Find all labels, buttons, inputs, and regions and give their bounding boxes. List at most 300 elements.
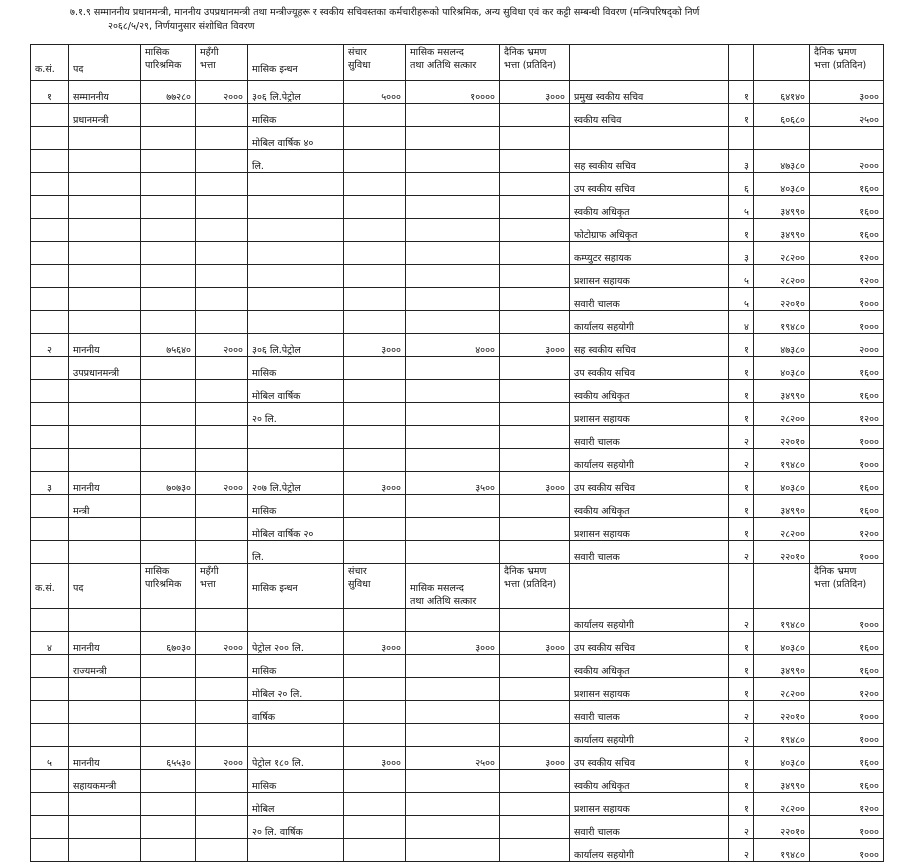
cell-salary [141,357,196,380]
cell-entertain [406,127,500,150]
cell-entertain [406,839,500,862]
cell-count: १ [729,655,754,678]
cell-da [196,173,248,196]
cell-post [69,173,141,196]
cell-fuel: लि. [248,150,344,173]
col-staff-daily: दैनिक भ्रमण भत्ता (प्रतिदिन) [810,45,884,81]
cell-post [69,449,141,472]
cell-sn [31,403,69,426]
cell-staff-daily: २००० [810,334,884,357]
cell-sn [31,311,69,334]
cell-fuel: मासिक [248,104,344,127]
table-row [31,426,884,449]
cell-comm [344,655,406,678]
table-row [31,449,884,472]
cell-sn [31,150,69,173]
cell-daily [500,311,570,334]
cell-daily [500,127,570,150]
cell-staff: प्रशासन सहायक [570,518,729,541]
cell-da [196,104,248,127]
cell-sn [31,816,69,839]
cell-daily [500,426,570,449]
cell-comm: ३००० [344,472,406,495]
cell-daily [500,793,570,816]
cell-fuel [248,173,344,196]
cell-fuel: मोबिल २० लि. [248,678,344,701]
cell-count: २ [729,839,754,862]
cell-salary [141,380,196,403]
cell-da [196,541,248,564]
col-staff [570,564,729,609]
cell-fuel [248,288,344,311]
cell-count: २ [729,816,754,839]
cell-salary [141,609,196,632]
table-header-row [31,564,884,609]
table-row [31,655,884,678]
table-row [31,632,884,655]
col-daily: दैनिक भ्रमण भत्ता (प्रतिदिन) [500,45,570,81]
cell-da [196,449,248,472]
cell-comm [344,426,406,449]
cell-daily [500,724,570,747]
cell-post: माननीय [69,747,141,770]
cell-post: राज्यमन्त्री [69,655,141,678]
cell-da [196,655,248,678]
cell-sn: २ [31,334,69,357]
cell-daily [500,150,570,173]
cell-post: माननीय [69,472,141,495]
cell-staff-salary: ४७३८० [754,334,810,357]
cell-salary [141,219,196,242]
col-salary: मासिक पारिश्रमिक [141,45,196,81]
cell-sn [31,288,69,311]
cell-entertain [406,426,500,449]
cell-entertain [406,150,500,173]
cell-staff-daily: १६०० [810,380,884,403]
cell-comm [344,449,406,472]
cell-sn [31,839,69,862]
cell-staff: स्वकीय अधिकृत [570,655,729,678]
cell-fuel [248,196,344,219]
cell-staff-daily: १२०० [810,265,884,288]
table-row [31,288,884,311]
cell-staff-salary: ४०३८० [754,747,810,770]
cell-staff: सह स्वकीय सचिव [570,150,729,173]
cell-post [69,541,141,564]
cell-staff-salary: १९४८० [754,449,810,472]
cell-fuel: मासिक [248,357,344,380]
cell-staff-daily: २००० [810,150,884,173]
cell-staff-salary: २२०१० [754,288,810,311]
cell-salary [141,403,196,426]
cell-staff: कार्यालय सहयोगी [570,839,729,862]
cell-post [69,288,141,311]
cell-staff-salary: ४०३८० [754,357,810,380]
cell-fuel: मोबिल [248,793,344,816]
cell-sn: १ [31,81,69,104]
title-line-2: २०६८/५/२९, निर्णयानुसार संशोधित विवरण [108,21,255,32]
cell-staff-salary: ३४९९० [754,770,810,793]
cell-entertain [406,793,500,816]
cell-staff-salary: ३४९९० [754,380,810,403]
cell-staff-daily: १००० [810,701,884,724]
table-row [31,770,884,793]
cell-count: ३ [729,150,754,173]
cell-daily [500,173,570,196]
col-staff-daily: दैनिक भ्रमण भत्ता (प्रतिदिन) [810,564,884,609]
cell-sn [31,380,69,403]
cell-staff-salary: ६०६८० [754,104,810,127]
cell-comm [344,150,406,173]
cell-post: उपप्रधानमन्त्री [69,357,141,380]
cell-count: १ [729,334,754,357]
cell-post: माननीय [69,632,141,655]
cell-entertain [406,724,500,747]
cell-salary: ६७०३० [141,632,196,655]
cell-comm [344,104,406,127]
cell-count [729,127,754,150]
cell-daily: ३००० [500,632,570,655]
cell-staff-salary: २२०१० [754,426,810,449]
cell-staff: प्रशासन सहायक [570,265,729,288]
cell-daily [500,541,570,564]
cell-daily [500,288,570,311]
cell-daily [500,816,570,839]
table-row [31,495,884,518]
cell-fuel [248,265,344,288]
cell-count: २ [729,609,754,632]
table-row [31,793,884,816]
cell-fuel: मासिक [248,495,344,518]
table-row [31,219,884,242]
col-staff-salary [754,45,810,81]
cell-sn [31,357,69,380]
cell-staff-salary: २८२०० [754,242,810,265]
cell-da [196,701,248,724]
cell-sn: ४ [31,632,69,655]
cell-comm [344,380,406,403]
cell-count: १ [729,357,754,380]
cell-fuel: २० लि. वार्षिक [248,816,344,839]
cell-count: ५ [729,265,754,288]
cell-comm: ५००० [344,81,406,104]
table-row [31,242,884,265]
cell-daily [500,655,570,678]
cell-comm [344,609,406,632]
cell-sn [31,219,69,242]
cell-daily [500,403,570,426]
cell-entertain [406,655,500,678]
cell-staff-salary: ४७३८० [754,150,810,173]
cell-sn [31,724,69,747]
col-fuel: मासिक इन्धन [248,45,344,81]
cell-comm: ३००० [344,747,406,770]
cell-comm [344,701,406,724]
cell-entertain [406,265,500,288]
cell-da [196,127,248,150]
cell-entertain: ३५०० [406,472,500,495]
cell-staff-daily: १६०० [810,357,884,380]
cell-salary [141,127,196,150]
cell-entertain [406,311,500,334]
cell-comm [344,288,406,311]
cell-staff: कार्यालय सहयोगी [570,724,729,747]
cell-staff-salary: २८२०० [754,518,810,541]
cell-salary [141,449,196,472]
cell-post [69,426,141,449]
cell-sn [31,541,69,564]
cell-sn: ५ [31,747,69,770]
cell-sn [31,265,69,288]
cell-fuel [248,426,344,449]
cell-sn [31,678,69,701]
cell-staff: कार्यालय सहयोगी [570,449,729,472]
cell-da [196,265,248,288]
col-sn: क.सं. [31,45,69,81]
cell-sn [31,242,69,265]
cell-fuel: मासिक [248,655,344,678]
cell-da: २००० [196,747,248,770]
cell-daily [500,104,570,127]
cell-post [69,127,141,150]
cell-sn [31,495,69,518]
cell-sn [31,426,69,449]
cell-staff: कार्यालय सहयोगी [570,311,729,334]
cell-daily [500,839,570,862]
cell-da [196,678,248,701]
table-row [31,472,884,495]
col-comm: संचार सुविधा [344,45,406,81]
cell-salary [141,816,196,839]
table-row [31,518,884,541]
cell-comm: ३००० [344,334,406,357]
cell-da [196,816,248,839]
cell-post [69,311,141,334]
cell-staff-daily: १६०० [810,747,884,770]
cell-salary [141,678,196,701]
col-comm: संचार सुविधा [344,564,406,609]
cell-fuel: मोबिल वार्षिक [248,380,344,403]
cell-staff-daily: १००० [810,426,884,449]
cell-da [196,609,248,632]
cell-da [196,495,248,518]
cell-staff: कार्यालय सहयोगी [570,609,729,632]
cell-count: २ [729,541,754,564]
table-row [31,403,884,426]
cell-staff: सवारी चालक [570,426,729,449]
cell-post [69,816,141,839]
cell-post [69,678,141,701]
col-count [729,45,754,81]
cell-da [196,724,248,747]
allowance-table-2 [30,563,884,862]
cell-daily: ३००० [500,81,570,104]
cell-fuel: मोबिल वार्षिक २० [248,518,344,541]
cell-staff-salary: २२०१० [754,816,810,839]
cell-staff: सवारी चालक [570,816,729,839]
cell-fuel: मोबिल वार्षिक ४० [248,127,344,150]
cell-comm [344,265,406,288]
cell-fuel: पेट्रोल २०० लि. [248,632,344,655]
cell-count: १ [729,403,754,426]
cell-salary: ७७२८० [141,81,196,104]
cell-count: २ [729,449,754,472]
cell-post [69,150,141,173]
cell-sn [31,173,69,196]
cell-entertain [406,104,500,127]
cell-entertain [406,541,500,564]
cell-staff-daily: १००० [810,839,884,862]
cell-staff-daily: १००० [810,449,884,472]
cell-post [69,839,141,862]
cell-staff-salary: ३४९९० [754,655,810,678]
cell-post [69,403,141,426]
cell-staff-salary: १९४८० [754,311,810,334]
table-row [31,678,884,701]
cell-staff: स्वकीय अधिकृत [570,196,729,219]
cell-count: ५ [729,196,754,219]
cell-entertain [406,242,500,265]
cell-staff: प्रमुख स्वकीय सचिव [570,81,729,104]
cell-daily [500,518,570,541]
allowance-table-1 [30,44,884,564]
cell-staff-daily: ३००० [810,81,884,104]
table-row [31,173,884,196]
cell-count: ५ [729,288,754,311]
cell-entertain [406,609,500,632]
cell-staff-salary: २८२०० [754,678,810,701]
cell-staff: सवारी चालक [570,701,729,724]
cell-salary [141,495,196,518]
cell-salary [141,196,196,219]
cell-staff-daily: १६०० [810,632,884,655]
cell-staff-daily: १२०० [810,678,884,701]
cell-post [69,265,141,288]
cell-daily [500,770,570,793]
col-entertain: मासिक मसलन्द तथा अतिथि सत्कार [406,564,500,609]
table-row [31,127,884,150]
cell-post: प्रधानमन्त्री [69,104,141,127]
cell-sn [31,104,69,127]
cell-count: १ [729,104,754,127]
col-entertain: मासिक मसलन्द तथा अतिथि सत्कार [406,45,500,81]
cell-staff-salary [754,127,810,150]
cell-fuel [248,219,344,242]
cell-da [196,357,248,380]
col-count [729,564,754,609]
cell-daily [500,678,570,701]
cell-salary [141,770,196,793]
cell-da [196,403,248,426]
cell-count: ३ [729,242,754,265]
cell-sn [31,609,69,632]
table-row [31,839,884,862]
table-row [31,265,884,288]
cell-salary [141,150,196,173]
cell-da [196,426,248,449]
cell-staff-daily: १००० [810,311,884,334]
cell-count: १ [729,81,754,104]
cell-salary: ७०७३० [141,472,196,495]
cell-comm [344,541,406,564]
cell-daily: ३००० [500,747,570,770]
cell-sn [31,770,69,793]
table-row [31,81,884,104]
cell-staff: फोटोग्राफ अधिकृत [570,219,729,242]
cell-daily [500,219,570,242]
cell-staff: उप स्वकीय सचिव [570,747,729,770]
cell-comm [344,518,406,541]
cell-da [196,196,248,219]
cell-post [69,242,141,265]
cell-staff-salary: १९४८० [754,839,810,862]
cell-daily [500,265,570,288]
cell-entertain [406,518,500,541]
cell-fuel: ३०६ लि.पेट्रोल [248,334,344,357]
cell-entertain [406,495,500,518]
cell-staff-salary: २२०१० [754,701,810,724]
cell-count: १ [729,219,754,242]
table-row [31,196,884,219]
cell-salary [141,288,196,311]
cell-staff-salary: २८२०० [754,403,810,426]
cell-staff-daily: २५०० [810,104,884,127]
cell-post [69,609,141,632]
cell-staff-salary: ४०३८० [754,472,810,495]
cell-count: ६ [729,173,754,196]
cell-da [196,518,248,541]
cell-staff-daily: १२०० [810,403,884,426]
cell-fuel [248,839,344,862]
cell-salary [141,701,196,724]
cell-count: २ [729,426,754,449]
cell-entertain [406,380,500,403]
cell-comm [344,678,406,701]
cell-fuel [248,449,344,472]
cell-da [196,839,248,862]
cell-daily [500,495,570,518]
cell-sn [31,701,69,724]
cell-staff: स्वकीय सचिव [570,104,729,127]
cell-comm [344,127,406,150]
cell-staff: उप स्वकीय सचिव [570,632,729,655]
cell-entertain [406,701,500,724]
cell-salary [141,724,196,747]
cell-da: २००० [196,334,248,357]
cell-staff-salary: ३४९९० [754,495,810,518]
cell-staff: प्रशासन सहायक [570,678,729,701]
cell-da: २००० [196,472,248,495]
cell-staff-salary: १९४८० [754,724,810,747]
cell-fuel: ३०६ लि.पेट्रोल [248,81,344,104]
cell-staff-salary: ३४९९० [754,196,810,219]
cell-comm [344,196,406,219]
cell-staff: प्रशासन सहायक [570,403,729,426]
cell-da [196,380,248,403]
cell-da: २००० [196,81,248,104]
cell-staff-salary: ६४१४० [754,81,810,104]
cell-fuel: पेट्रोल १८० लि. [248,747,344,770]
cell-salary [141,541,196,564]
cell-post [69,196,141,219]
col-da: महँगी भत्ता [196,564,248,609]
table-row [31,609,884,632]
cell-salary [141,265,196,288]
cell-staff-daily: १००० [810,724,884,747]
cell-count: १ [729,678,754,701]
col-post: पद [69,45,141,81]
cell-salary [141,173,196,196]
